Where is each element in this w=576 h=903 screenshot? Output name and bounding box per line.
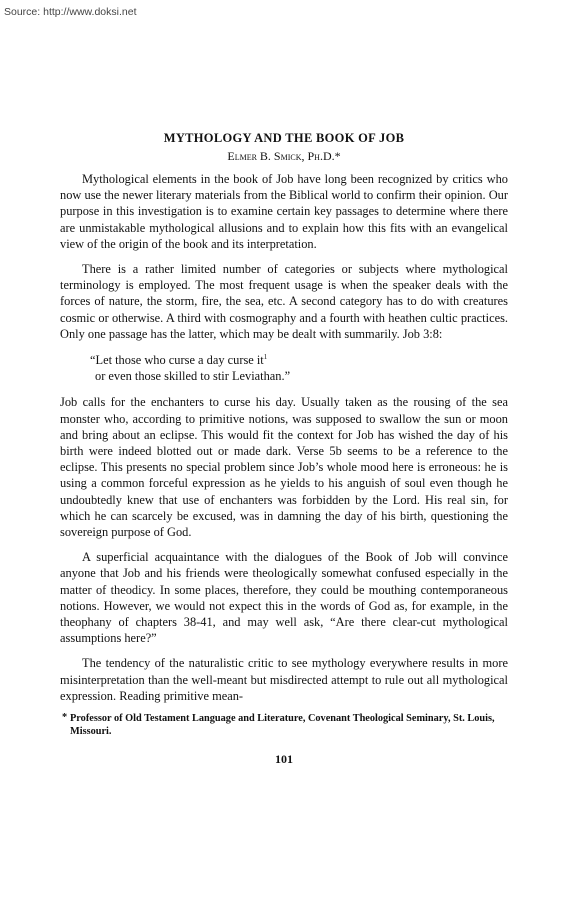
article-title: MYTHOLOGY AND THE BOOK OF JOB — [163, 131, 405, 145]
paragraph-enchanters: Job calls for the enchanters to curse his day. Usually taken as the rousing of the sea monster who, according to primitive notions, was supposed to swallow the sun or moon and bring about an eclipse. This would fit the context for Job has wished the day of his birth were indeed blotted out or made dark. Verse 5b seems to be a reference to the eclipse. This presents no special problem since Job’s whole mood here is erroneous: he is using a common forceful expression as he yields to his anguish of soul even though he undoubtedly knew that use of enchanters was forbidden by the Lord. His real sin, for which he can scarcely be excused, was in damning the day of his birth, questioning the sovereign purpose of God. — [60, 395, 508, 540]
paragraph-tendency: The tendency of the naturalistic critic to see mythology everywhere results in more misinterpretation than the well-meant but misdirected attempt to rule out all mythological expression. Reading primitive mean- — [60, 656, 508, 703]
paragraph-intro: Mythological elements in the book of Job have long been recognized by critics who now use the newer literary materials from the Biblical world to confirm their opinion. Our purpose in this investigation is to examine certain key passages to determine where there are unmistakable mythological allusions and to explain how this fits with an evangelical view of the origin of the book and its interpretation. — [60, 172, 508, 251]
author-footnote-mark: * — [334, 149, 341, 163]
block-quote — [90, 352, 508, 384]
author-last-name: Smick, — [273, 149, 305, 163]
page-number: 101 — [275, 752, 293, 767]
paragraph-categories: There is a rather limited number of categories or subjects where mythological terminology is employed. The most frequent usage is when the speaker deals with the forces of nature, the storm, fire, the sea, etc. A second category has to do with creatures cosmic or otherwise. A third with cosmography and a fourth with heathen cultic practices. Only one passage has the latter, which may be dealt with summarily. Job 3:8: — [60, 262, 508, 341]
note-ref-1: 1 — [263, 352, 268, 361]
footnote-mark: * — [62, 712, 68, 724]
footnote-text: Professor of Old Testament Language and Literature, Covenant Theological Seminary, St. Louis, Missouri. — [70, 713, 495, 738]
quote-line-1 — [90, 352, 508, 368]
document-page — [60, 128, 508, 767]
quote-line-2: or even those skilled to stir Leviathan.” — [95, 369, 291, 384]
paragraph-dialogues: A superficial acquaintance with the dialogues of the Book of Job will convince anyone that Job and his friends were theologically somewhat confused especially in the matter of theodicy. In some places, therefore, they could be mouthing contemporaneous notions. However, we would not expect this in the words of God as, for example, in the theophany of chapters 38-41, and may well ask, “Are there clear-cut mythological assumptions here?” — [60, 550, 508, 646]
author-first-name: Elmer B. — [227, 149, 271, 163]
author-degree: Ph.D. — [307, 149, 335, 163]
source-url: Source: http://www.doksi.net — [4, 6, 137, 18]
quote-line-1-text: “Let those who curse a day curse it — [90, 353, 264, 368]
footnote — [60, 712, 508, 738]
author-line — [60, 148, 508, 164]
